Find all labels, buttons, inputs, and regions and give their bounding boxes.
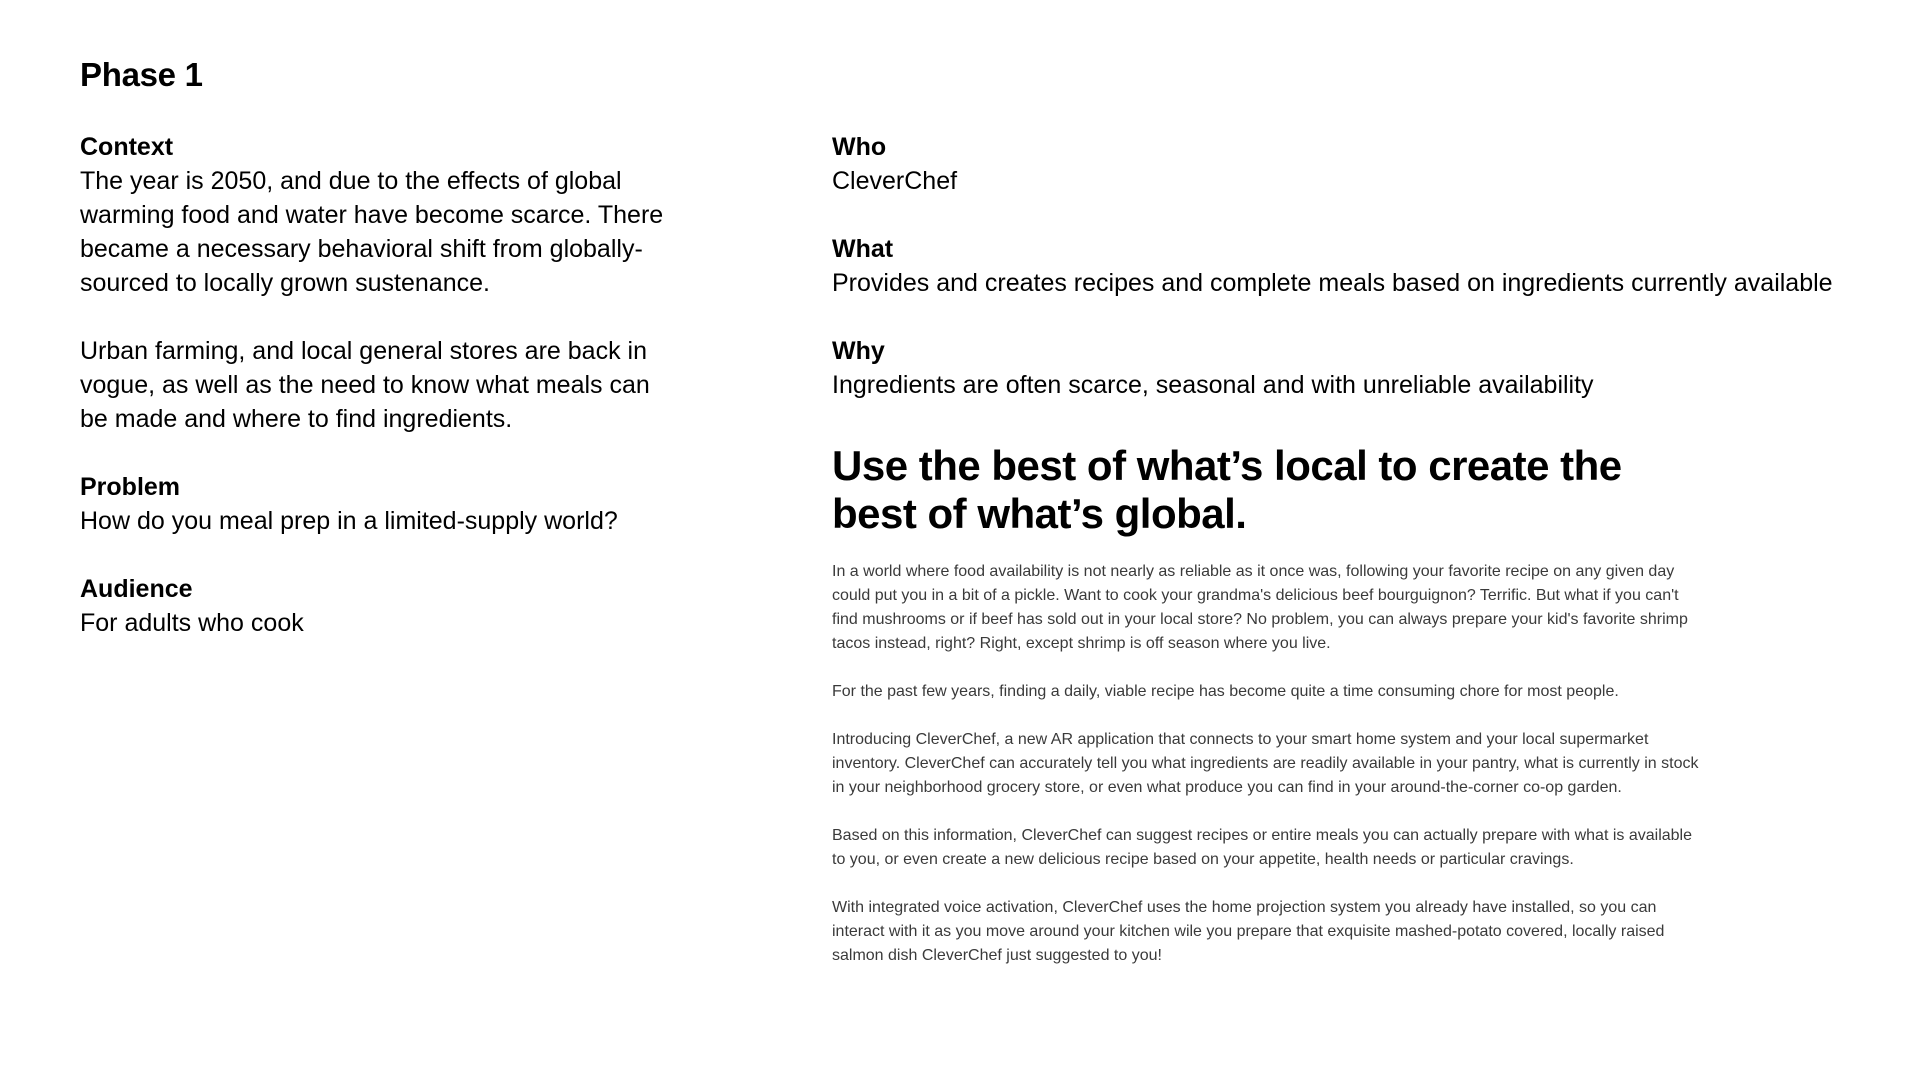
context-label: Context bbox=[80, 133, 174, 161]
who-section bbox=[832, 130, 1892, 198]
what-text: Provides and creates recipes and complete meals based on ingredients currently available bbox=[832, 269, 1833, 297]
audience-text: For adults who cook bbox=[80, 609, 304, 637]
why-section bbox=[832, 334, 1892, 402]
problem-text: How do you meal prep in a limited-supply world? bbox=[80, 507, 618, 535]
problem-section bbox=[80, 470, 680, 538]
paragraph-spacer bbox=[80, 300, 680, 334]
body-paragraph: Based on this information, CleverChef can suggest recipes or entire meals you can actually prepare with what is available to you, or even create a new delicious recipe based on your appetite, health needs or particular cravings. bbox=[832, 827, 1692, 868]
why-text: Ingredients are often scarce, seasonal and with unreliable availability bbox=[832, 371, 1594, 399]
audience-label: Audience bbox=[80, 575, 193, 603]
who-label: Who bbox=[832, 133, 887, 161]
body-paragraph: With integrated voice activation, CleverChef uses the home projection system you already have installed, so you can interact with it as you move around your kitchen wile you prepare that exquisite mashed-potato covered, locally raised salmon dish CleverChef just suggested to you! bbox=[832, 899, 1665, 964]
problem-label: Problem bbox=[80, 473, 181, 501]
context-section bbox=[80, 130, 680, 436]
page-title: Phase 1 bbox=[80, 56, 203, 93]
left-column bbox=[80, 130, 680, 674]
what-label: What bbox=[832, 235, 894, 263]
body-paragraph: In a world where food availability is not nearly as reliable as it once was, following your favorite recipe on any given day could put you in a bit of a pickle. Want to cook your grandma's delicious beef bourguignon? Terrific. But what if you can't find mushrooms or if beef has sold out in your local store? No problem, you can always prepare your kid's favorite shrimp tacos instead, right? Right, except shrimp is off season where you live. bbox=[832, 563, 1688, 652]
why-label: Why bbox=[832, 337, 885, 365]
headline: Use the best of what’s local to create the best of what’s global. bbox=[832, 442, 1622, 537]
body-copy bbox=[832, 560, 1702, 968]
audience-section bbox=[80, 572, 680, 640]
context-paragraph-2: Urban farming, and local general stores are back in vogue, as well as the need to know what meals can be made and where to find ingredients. bbox=[80, 337, 650, 433]
context-paragraph-1: The year is 2050, and due to the effects of global warming food and water have become scarce. There became a necessary behavioral shift from globally-sourced to locally grown sustenance. bbox=[80, 167, 664, 297]
who-text: CleverChef bbox=[832, 167, 958, 195]
what-section bbox=[832, 232, 1892, 300]
body-paragraph: Introducing CleverChef, a new AR application that connects to your smart home system and your local supermarket inventory. CleverChef can accurately tell you what ingredients are readily available in your pantry, what is currently in stock in your neighborhood grocery store, or even what produce you can find in your around-the-corner co-op garden. bbox=[832, 731, 1699, 796]
right-column bbox=[832, 130, 1892, 992]
body-paragraph: For the past few years, finding a daily, viable recipe has become quite a time consuming chore for most people. bbox=[832, 683, 1619, 700]
